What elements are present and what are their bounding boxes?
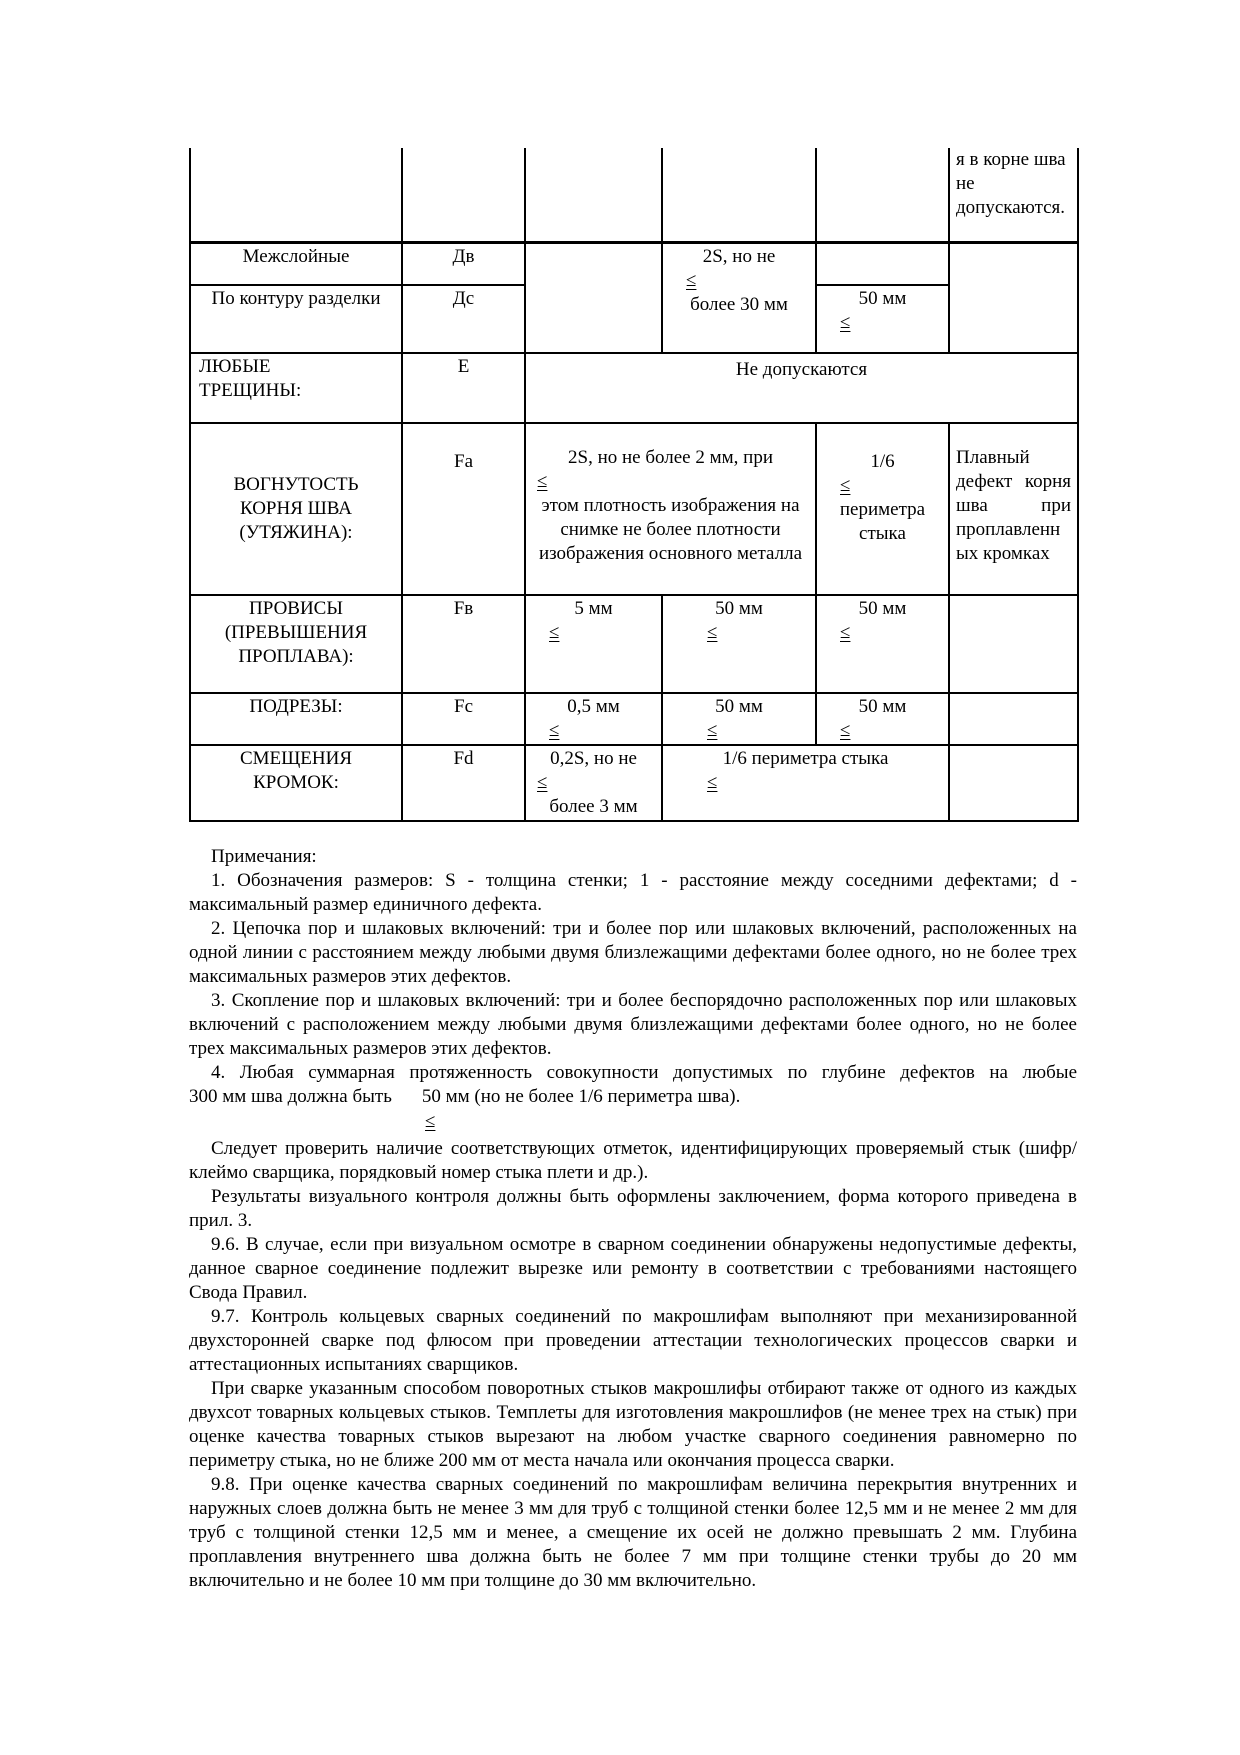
note-4-less-equal-line	[425, 1109, 1077, 1135]
value-cell-depth	[525, 423, 816, 595]
table-row-continuation	[190, 148, 1078, 242]
defect-name-cell	[190, 745, 402, 821]
name-line: СМЕЩЕНИЯ	[239, 748, 353, 769]
table-row-treshchiny	[190, 353, 1078, 423]
less-equal-line	[669, 719, 809, 743]
note-2: 2. Цепочка пор и шлаковых включений: три и более пор или шлаковых включений, расположенных на одной линии с расстоянием между любыми двумя близлежащими дефектами более одного, но не более трех максимальных размеров этих дефектов.	[189, 918, 1077, 987]
less-equal-symbol: ≤	[537, 471, 548, 492]
value-cell-empty	[816, 148, 949, 242]
name-line: КОРНЯ ШВА	[240, 498, 352, 519]
defect-name-cell: Межслойные	[190, 242, 402, 285]
note-4-line-1: 4. Любая суммарная протяженность совокупности допустимых по глубине дефектов на любые	[211, 1062, 1077, 1083]
value-cell-empty	[816, 242, 949, 285]
value-line: 50 мм	[715, 696, 763, 717]
value-line: стыка	[859, 523, 906, 544]
note-line: допускаются.	[956, 197, 1066, 218]
value-cell-perimeter	[816, 423, 949, 595]
value-cell-length	[662, 595, 816, 693]
value-line: более 30 мм	[690, 293, 788, 315]
value-cell-length	[662, 242, 816, 353]
less-equal-symbol: ≤	[840, 720, 851, 741]
less-equal-symbol: ≤	[840, 475, 851, 496]
note-4	[189, 1061, 1077, 1135]
paragraph-sleduet: Следует проверить наличие соответствующих отметок, идентифицирующих проверяемый стык (шифр/клеймо сварщика, порядковый номер стыка плети и др.).	[189, 1138, 1077, 1183]
value-line: 50 мм	[858, 288, 907, 309]
defect-name-cell-empty	[190, 148, 402, 242]
less-equal-line	[823, 719, 942, 743]
note-3: 3. Скопление пор и шлаковых включений: три и более беспорядочно расположенных пор или шлаковых включений с расположением между любыми двумя близлежащими дефектами более одного, но не более трех максимальных размеров этих дефектов.	[189, 990, 1077, 1059]
value-cell-not-allowed: Не допускаются	[525, 353, 1078, 423]
name-line: ВОГНУТОСТЬ	[233, 474, 359, 495]
value-cell-depth	[525, 693, 662, 745]
notes-heading: Примечания:	[211, 846, 317, 867]
less-equal-symbol: ≤	[425, 1111, 436, 1132]
value-cell-empty	[525, 242, 662, 353]
note-cell-empty	[949, 595, 1078, 693]
less-equal-symbol: ≤	[840, 622, 851, 643]
paragraph-9-7: 9.7. Контроль кольцевых сварных соединений по макрошлифам выполняют при механизированной двухсторонней сварке под флюсом при проведении аттестации технологических процессов сварки и аттестационных испытаниях сварщиков.	[189, 1306, 1077, 1375]
value-line: 1/6 периметра стыка	[722, 748, 889, 769]
less-equal-line	[532, 719, 655, 743]
code-cell: Fd	[402, 745, 525, 821]
note-4-line-2	[189, 1085, 1077, 1109]
paragraph-rezultaty: Результаты визуального контроля должны быть оформлены заключением, форма которого приведена в прил. 3.	[189, 1186, 1077, 1231]
less-equal-symbol: ≤	[537, 772, 548, 793]
table-row-smeshcheniya	[190, 745, 1078, 821]
note-line: не	[956, 173, 975, 194]
value-cell-sum	[816, 693, 949, 745]
less-equal-line	[532, 621, 655, 645]
name-line: ПРОПЛАВА):	[238, 646, 354, 667]
defect-name-cell	[190, 595, 402, 693]
value-line: более 3 мм	[549, 796, 638, 817]
table-row-provisy	[190, 595, 1078, 693]
note-cell-empty	[949, 745, 1078, 821]
paragraph-9-6: 9.6. В случае, если при визуальном осмотре в сварном соединении обнаружены недопустимые дефекты, данное сварное соединение подлежит вырезке или ремонту в соответствии с требованиями настоящего Свода Правил.	[189, 1234, 1077, 1303]
value-line: 1/6	[870, 451, 895, 472]
value-cell-depth	[525, 745, 662, 821]
less-equal-line	[669, 771, 942, 795]
defect-name-cell: По контуру разделки	[190, 285, 402, 353]
note-1: 1. Обозначения размеров: S - толщина стенки; 1 - расстояние между соседними дефектами; d - максимальный размер единичного дефекта.	[189, 870, 1077, 915]
weld-defects-table	[189, 148, 1079, 822]
name-line: КРОМОК:	[253, 772, 339, 793]
value-cell-empty	[662, 148, 816, 242]
less-equal-line	[669, 621, 809, 645]
value-line: этом плотность изображения на снимке не более плотности изображения основного металла	[538, 495, 803, 564]
value-cell-sum	[816, 285, 949, 353]
note-cell-empty	[949, 693, 1078, 745]
less-equal-line	[532, 771, 655, 795]
table-row-vognutost	[190, 423, 1078, 595]
less-equal-line	[669, 269, 809, 293]
code-cell: E	[402, 353, 525, 423]
paragraph-pri-svarke: При сварке указанным способом поворотных стыков макрошлифы отбирают также от одного из каждых двухсот товарных кольцевых стыков. Темплеты для изготовления макрошлифов (не менее трех на стык) при оценке качества товарных стыков вырезают на любом участке сварного соединения равномерно по периметру стыка, но не ближе 200 мм от места начала или окончания процесса сварки.	[189, 1378, 1077, 1471]
value-line: 5 мм	[574, 598, 613, 619]
value-cell-perimeter	[662, 745, 949, 821]
code-cell: Fc	[402, 693, 525, 745]
note-cell: Плавный дефект корня шва при проплавленных кромках	[949, 423, 1078, 595]
code-cell-empty	[402, 148, 525, 242]
value-cell-sum	[816, 595, 949, 693]
table-row-mezhsloynye	[190, 242, 1078, 285]
value-cell-length	[662, 693, 816, 745]
value-line: 0,5 мм	[567, 696, 620, 717]
less-equal-symbol: ≤	[707, 622, 718, 643]
name-line: ПРОВИСЫ	[249, 598, 343, 619]
value-line: 2S, но не	[702, 245, 776, 267]
code-cell: Дв	[402, 242, 525, 285]
notes-section	[189, 845, 1077, 1593]
less-equal-line	[823, 474, 942, 498]
name-line: (УТЯЖИНА):	[239, 522, 353, 543]
value-line: периметра	[839, 499, 926, 520]
note-4-text-a: 300 мм шва должна быть	[189, 1086, 392, 1107]
defect-name-cell: ПОДРЕЗЫ:	[190, 693, 402, 745]
less-equal-symbol: ≤	[707, 772, 718, 793]
less-equal-symbol: ≤	[707, 720, 718, 741]
name-line: (ПРЕВЫШЕНИЯ	[224, 622, 368, 643]
note-cell-continuation	[949, 148, 1078, 242]
value-line: 0,2S, но не	[550, 748, 637, 769]
less-equal-line	[823, 311, 942, 335]
less-equal-line	[532, 470, 809, 494]
value-line: 2S, но не более 2 мм, при	[568, 447, 773, 468]
value-line: 50 мм	[858, 696, 907, 717]
code-cell: Дс	[402, 285, 525, 353]
defect-name-cell	[190, 353, 402, 423]
name-line: ЛЮБЫЕ	[199, 356, 271, 377]
value-cell-empty	[525, 148, 662, 242]
value-line: 50 мм	[715, 598, 763, 619]
less-equal-symbol: ≤	[840, 312, 851, 333]
note-4-text-b: 50 мм (но не более 1/6 периметра шва).	[421, 1086, 741, 1107]
code-cell: Fa	[402, 423, 525, 595]
value-line: 50 мм	[858, 598, 907, 619]
code-cell: Fв	[402, 595, 525, 693]
paragraph-9-8: 9.8. При оценке качества сварных соединений по макрошлифам величина перекрытия внутренних и наружных слоев должна быть не менее 3 мм для труб с толщиной стенки более 12,5 мм и не менее 2 мм для труб с толщиной стенки 12,5 мм и менее, а смещение их осей не должно превышать 2 мм. Глубина проплавления внутреннего шва должна быть не более 7 мм при толщине стенки трубы до 20 мм включительно и не более 10 мм при толщине до 30 мм включительно.	[189, 1474, 1077, 1591]
name-line: ТРЕЩИНЫ:	[199, 380, 302, 401]
value-cell-depth	[525, 595, 662, 693]
less-equal-symbol: ≤	[549, 622, 560, 643]
table-row-podrezy	[190, 693, 1078, 745]
less-equal-symbol: ≤	[549, 720, 560, 741]
less-equal-symbol: ≤	[686, 269, 697, 291]
note-line: я в корне шва	[956, 149, 1066, 170]
less-equal-line	[823, 621, 942, 645]
page-content	[189, 148, 1077, 1593]
defect-name-cell	[190, 423, 402, 595]
note-cell-empty	[949, 242, 1078, 353]
